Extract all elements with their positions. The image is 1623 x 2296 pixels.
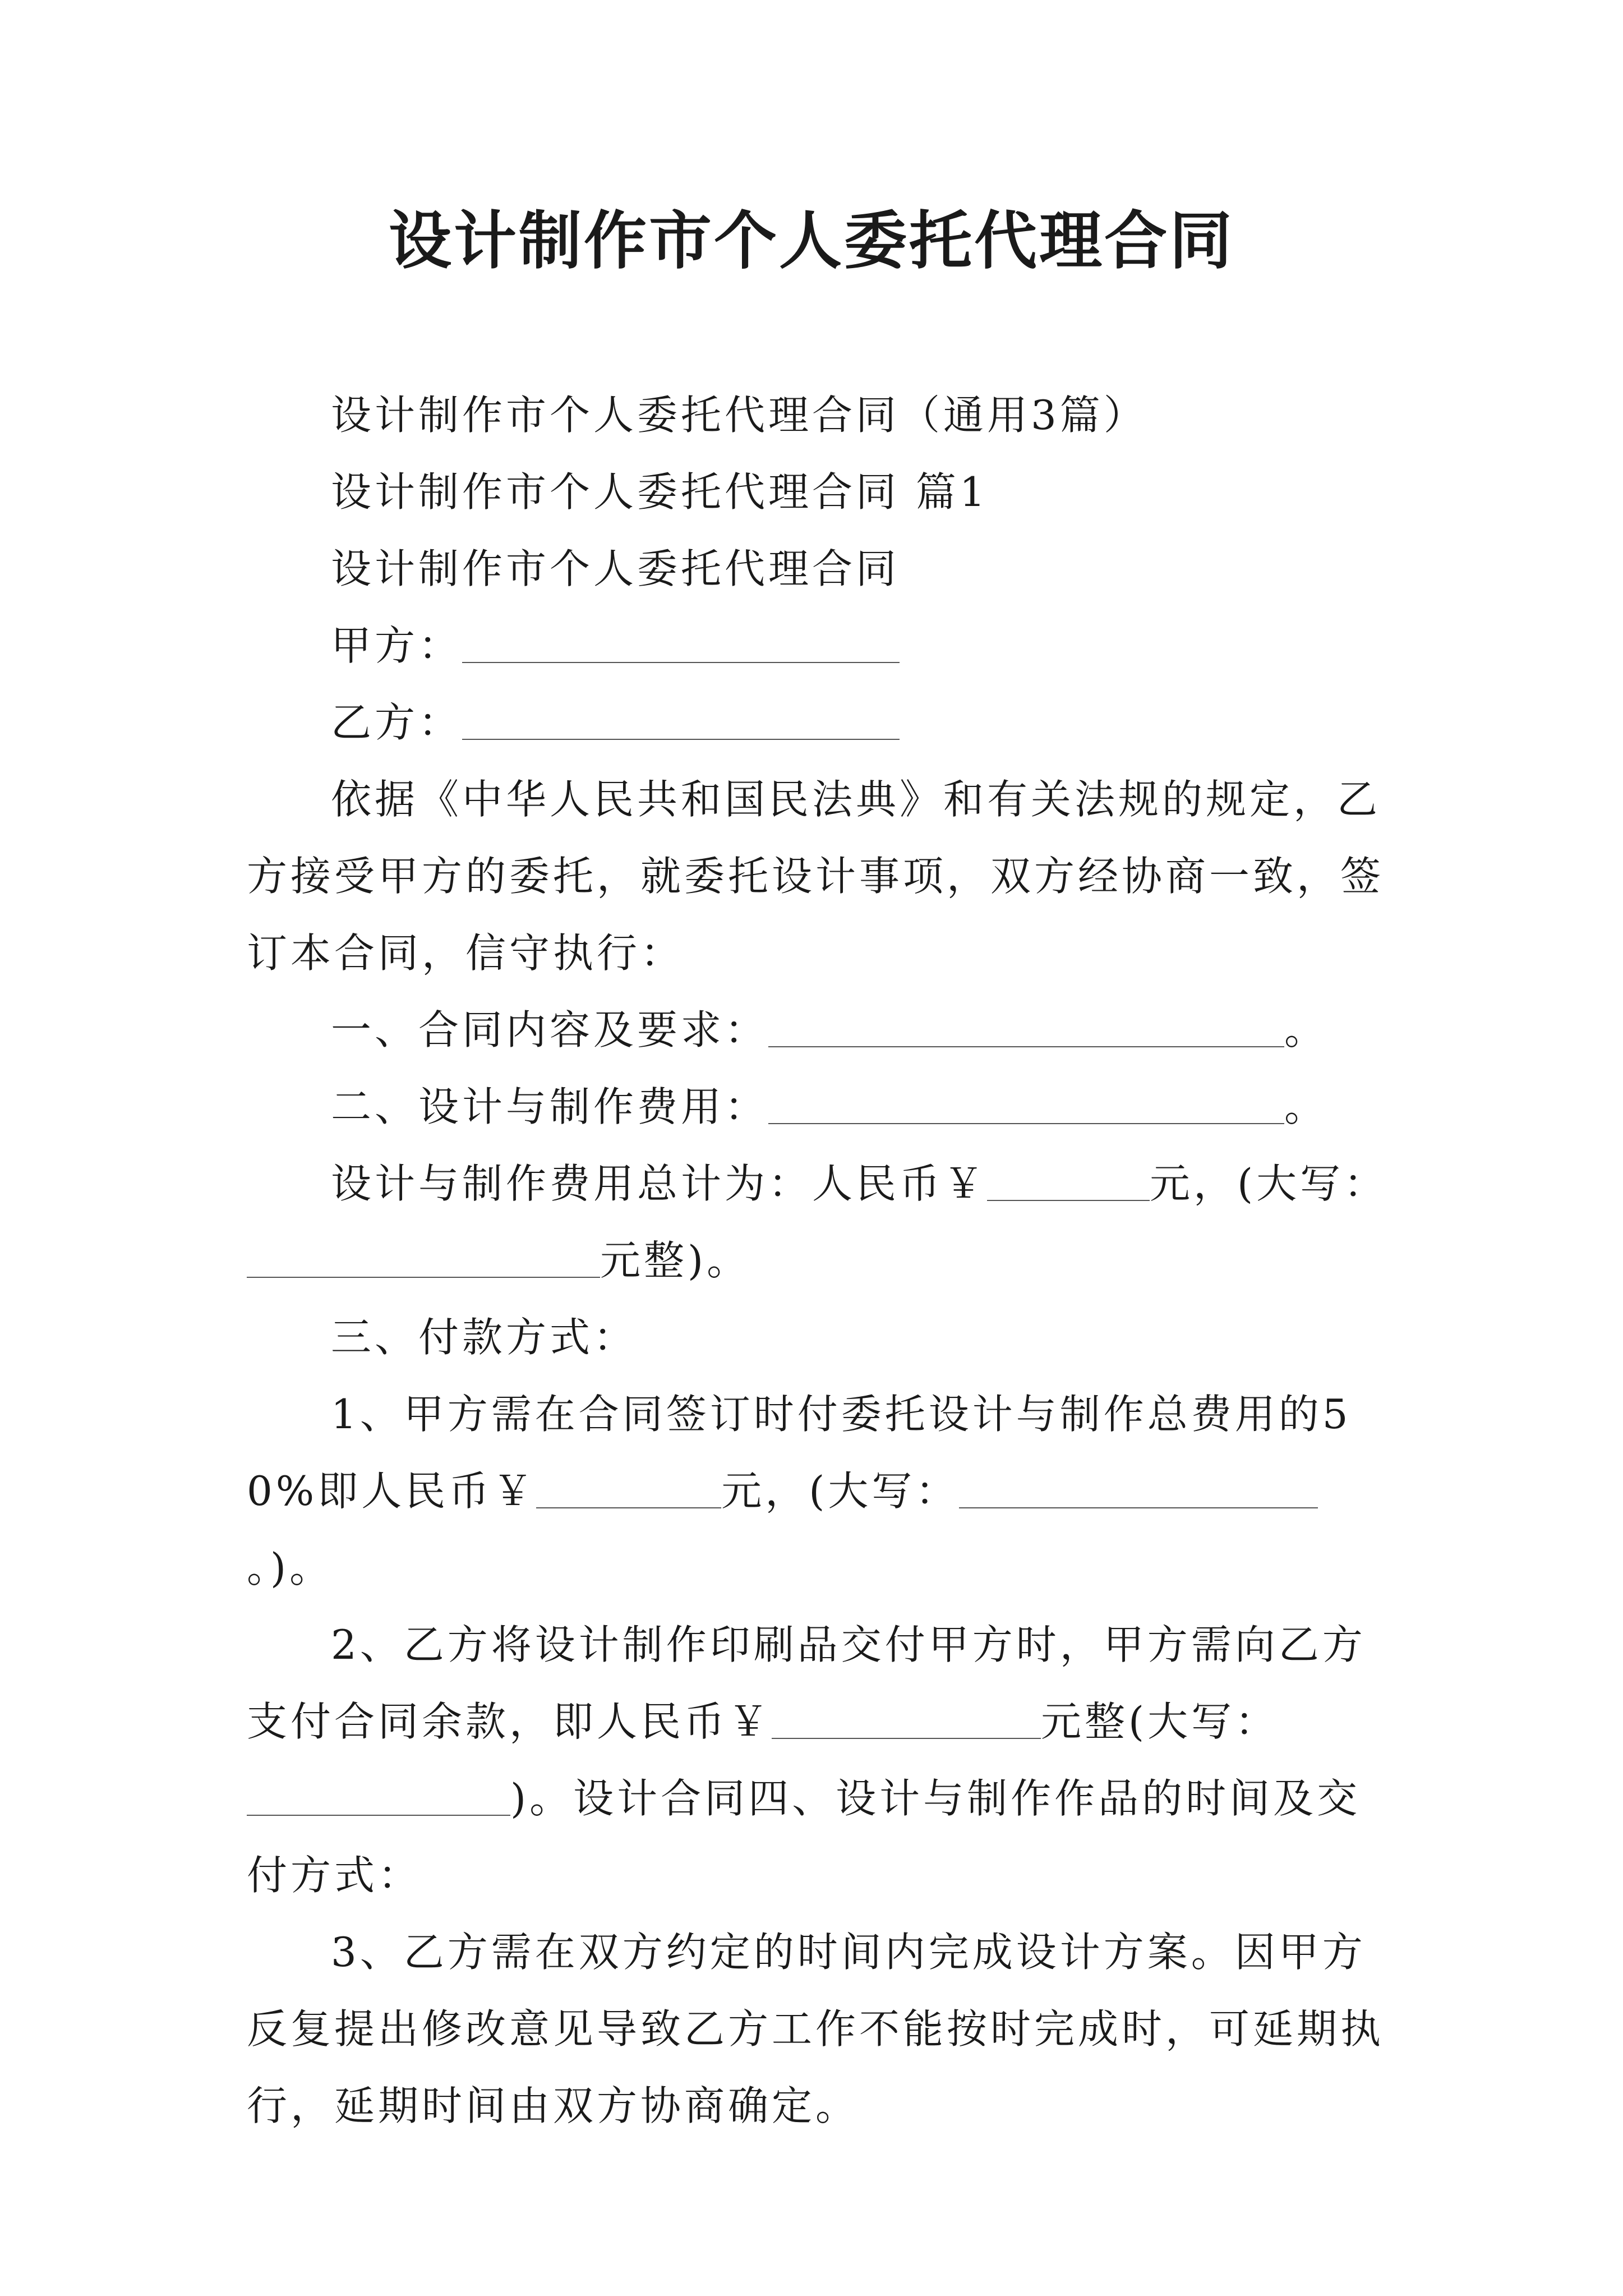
payment-2-amount-blank[interactable] xyxy=(772,1704,1041,1739)
total-amount-blank[interactable] xyxy=(987,1166,1150,1201)
clause-1-label: 一、合同内容及要求： xyxy=(331,1006,769,1053)
document-title: 设计制作市个人委托代理合同 xyxy=(389,204,1234,278)
payment-1-capital-blank[interactable] xyxy=(959,1474,1318,1508)
party-a-label: 甲方： xyxy=(331,622,463,669)
clause-2-blank[interactable] xyxy=(768,1089,1284,1124)
total-end: 元整)。 xyxy=(600,1237,751,1284)
party-b-line xyxy=(247,684,1391,761)
total-capital-blank[interactable] xyxy=(247,1243,600,1278)
intro-paragraph: 依据《中华人民共和国民法典》和有关法规的规定，乙方接受甲方的委托，就委托设计事项，双方经协商一致，签订本合同，信守执行： xyxy=(247,776,1385,977)
payment-1-mid: 元，(大写： xyxy=(721,1467,960,1515)
party-a-blank[interactable] xyxy=(462,628,900,663)
payment-1-end: 。)。 xyxy=(247,1544,334,1591)
document-body xyxy=(247,377,1391,2145)
party-b-blank[interactable] xyxy=(462,705,900,740)
clause-1-line xyxy=(247,992,1391,1069)
clause-3-heading: 三、付款方式： xyxy=(331,1314,638,1361)
subtitle-line: 设计制作市个人委托代理合同（通用3篇） xyxy=(331,392,1147,439)
payment-2-end: )。设计合同四、设计与制作作品的时间及交付方式： xyxy=(247,1775,1361,1899)
payment-1-amount-blank[interactable] xyxy=(536,1474,721,1508)
payment-2-mid: 元整(大写： xyxy=(1041,1698,1279,1745)
clause-2-label: 二、设计与制作费用： xyxy=(331,1083,769,1130)
party-b-label: 乙方： xyxy=(331,699,463,746)
total-prefix: 设计与制作费用总计为：人民币￥ xyxy=(331,1160,988,1207)
payment-3-paragraph: 3、乙方需在双方约定的时间内完成设计方案。因甲方反复提出修改意见导致乙方工作不能按时完成时，可延期执行，延期时间由双方协商确定。 xyxy=(247,1929,1385,2129)
contract-name: 设计制作市个人委托代理合同 xyxy=(331,545,900,592)
clause-2-end: 。 xyxy=(1284,1083,1329,1130)
total-fee-paragraph xyxy=(247,1145,1391,1299)
clause-2-line xyxy=(247,1069,1391,1145)
payment-2-capital-blank[interactable] xyxy=(247,1781,510,1816)
payment-2-paragraph xyxy=(247,1607,1391,1914)
part-heading: 设计制作市个人委托代理合同 篇1 xyxy=(331,468,989,516)
payment-1-paragraph xyxy=(247,1376,1391,1607)
clause-1-blank[interactable] xyxy=(768,1013,1284,1047)
total-mid: 元，(大写： xyxy=(1150,1160,1388,1207)
party-a-line xyxy=(247,608,1391,684)
clause-1-end: 。 xyxy=(1284,1006,1329,1053)
payment-1-prefix: 1、甲方需在合同签订时付委托设计与制作总费用的50%即人民币￥ xyxy=(247,1391,1352,1515)
payment-2-prefix: 2、乙方将设计制作印刷品交付甲方时，甲方需向乙方支付合同余款，即人民币￥ xyxy=(247,1621,1366,1745)
